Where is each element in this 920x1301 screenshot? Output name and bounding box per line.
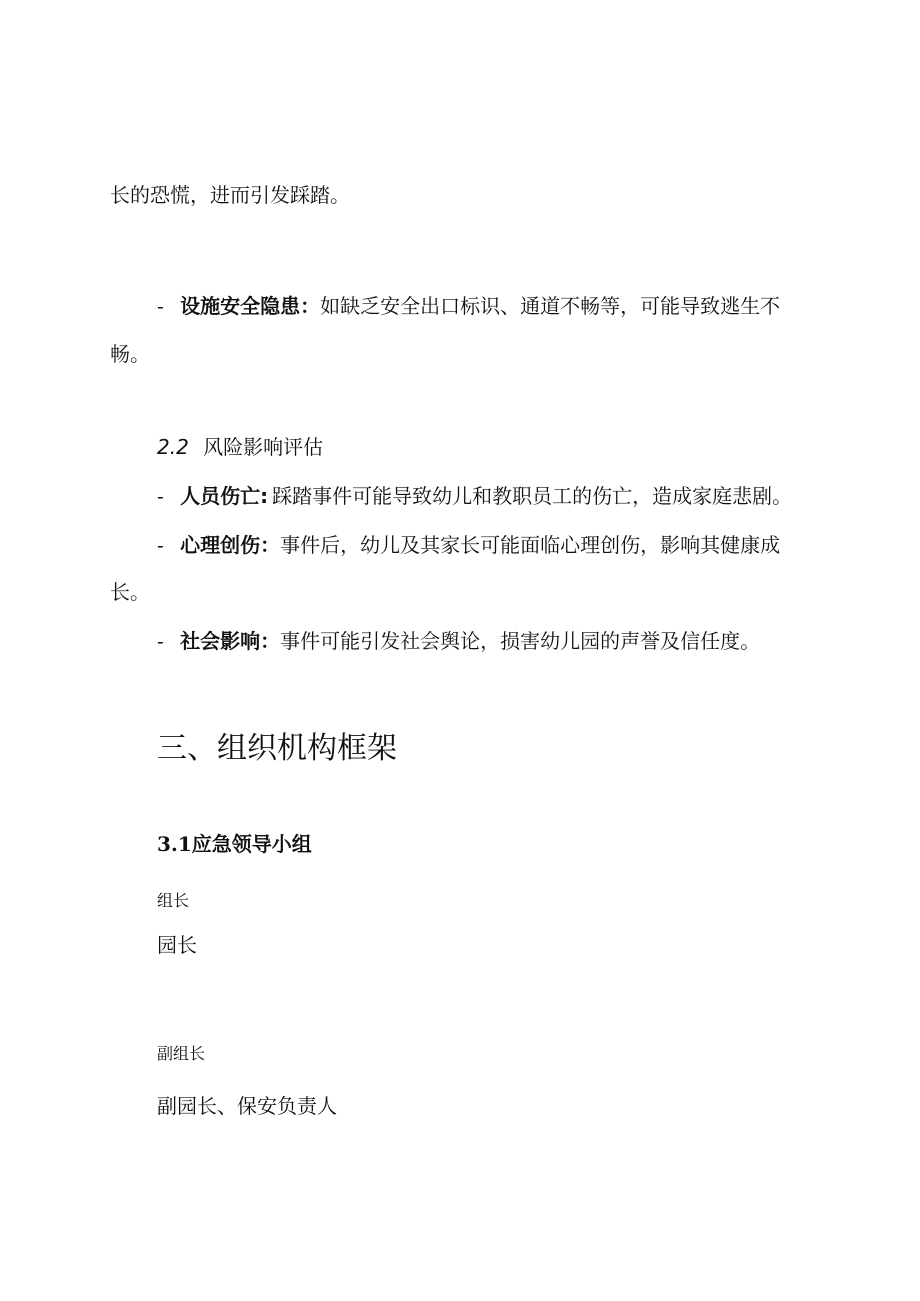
impact-text: 事件后，幼儿及其家长可能面临心理创伤，影响其健康成 (280, 533, 781, 557)
continuation-text: 长的恐慌，进而引发踩踏。 (110, 183, 350, 207)
section-3-1-heading: 3.1应急领导小组 (157, 832, 312, 856)
impact-item (157, 531, 780, 559)
impact-label: 心理创伤： (180, 533, 281, 557)
role-value: 园长 (157, 933, 197, 957)
impact-label: 社会影响： (180, 629, 281, 653)
paragraph-continuation (110, 181, 350, 209)
facility-item (157, 292, 780, 320)
list-dash: - (157, 533, 164, 557)
section-3-heading: 三、组织机构框架 (157, 731, 397, 766)
facility-item-wrap (110, 340, 150, 368)
section-2-2-heading (157, 433, 323, 461)
role-value: 副园长、保安负责人 (157, 1094, 337, 1118)
section-number: 2.2 (157, 435, 189, 459)
role-label: 副组长 (157, 1044, 206, 1063)
impact-label: 人员伤亡: (180, 484, 269, 508)
facility-text-cont: 畅。 (110, 342, 150, 366)
list-dash: - (157, 629, 164, 653)
impact-item (157, 627, 760, 655)
list-dash: - (157, 294, 164, 318)
impact-item (157, 482, 792, 510)
impact-text: 事件可能引发社会舆论，损害幼儿园的声誉及信任度。 (280, 629, 761, 653)
facility-text: 如缺乏安全出口标识、通道不畅等，可能导致逃生不 (320, 294, 781, 318)
role-label: 组长 (157, 891, 190, 910)
facility-label: 设施安全隐患： (180, 294, 321, 318)
impact-text: 踩踏事件可能导致幼儿和教职员工的伤亡，造成家庭悲剧。 (272, 484, 793, 508)
impact-item-wrap (110, 578, 150, 606)
impact-text-cont: 长。 (110, 580, 150, 604)
section-title: 风险影响评估 (203, 435, 324, 459)
list-dash: - (157, 484, 164, 508)
